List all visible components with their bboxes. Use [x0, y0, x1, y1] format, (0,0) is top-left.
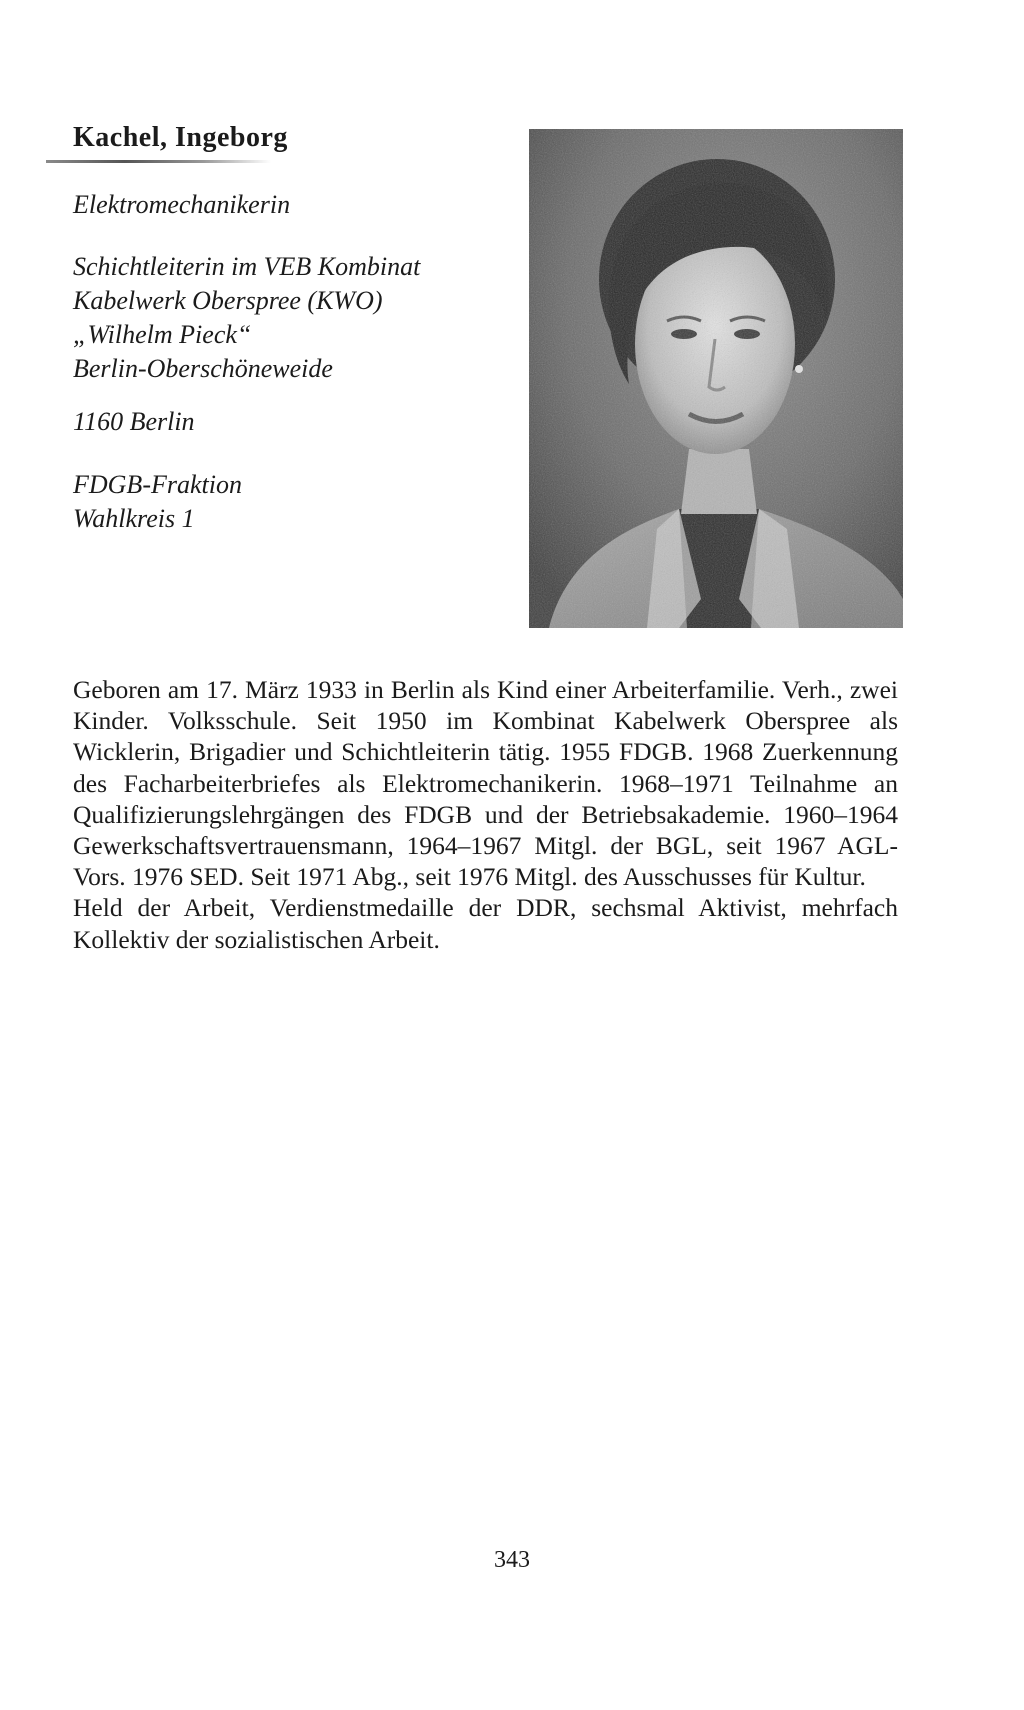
faction-line: FDGB-Fraktion: [73, 470, 242, 499]
profession: Elektromechanikerin: [73, 190, 291, 219]
name-underline: [46, 160, 271, 163]
city: 1160 Berlin: [73, 407, 195, 436]
awards-paragraph: Held der Arbeit, Verdienstmedaille der DDR, sechsmal Aktivist, mehrfach Kollektiv der sozialistischen Arbeit.: [73, 893, 898, 954]
employer-line: Schichtleiterin im VEB Kombinat: [73, 252, 421, 281]
employer-block: [73, 250, 420, 386]
faction-block: [73, 468, 242, 536]
entry-name: Kachel, Ingeborg: [73, 122, 288, 153]
constituency-line: Wahlkreis 1: [73, 504, 195, 533]
biography-paragraph: Geboren am 17. März 1933 in Berlin als Kind einer Arbeiterfamilie. Verh., zwei Kinder. Volksschule. Seit 1950 im Kombinat Kabelwerk Oberspree als Wicklerin, Brigadier und Schichtleiterin tätig. 1955 FDGB. 1968 Zuerkennung des Facharbeiterbriefes als Elektromechanikerin. 1968–1971 Teilnahme an Qualifizierungslehrgängen des FDGB und der Betriebsakademie. 1960–1964 Gewerkschaftsvertrauensmann, 1964–1967 Mitgl. der BGL, seit 1967 AGL-Vors. 1976 SED. Seit 1971 Abg., seit 1976 Mitgl. des Ausschusses für Kultur.: [73, 675, 898, 892]
biography-text: [73, 674, 898, 955]
page-number: 343: [494, 1547, 530, 1573]
employer-line: „Wilhelm Pieck“: [73, 320, 252, 349]
employer-line: Kabelwerk Oberspree (KWO): [73, 286, 383, 315]
employer-line: Berlin-Oberschöneweide: [73, 354, 333, 383]
portrait-photo: [529, 129, 903, 628]
